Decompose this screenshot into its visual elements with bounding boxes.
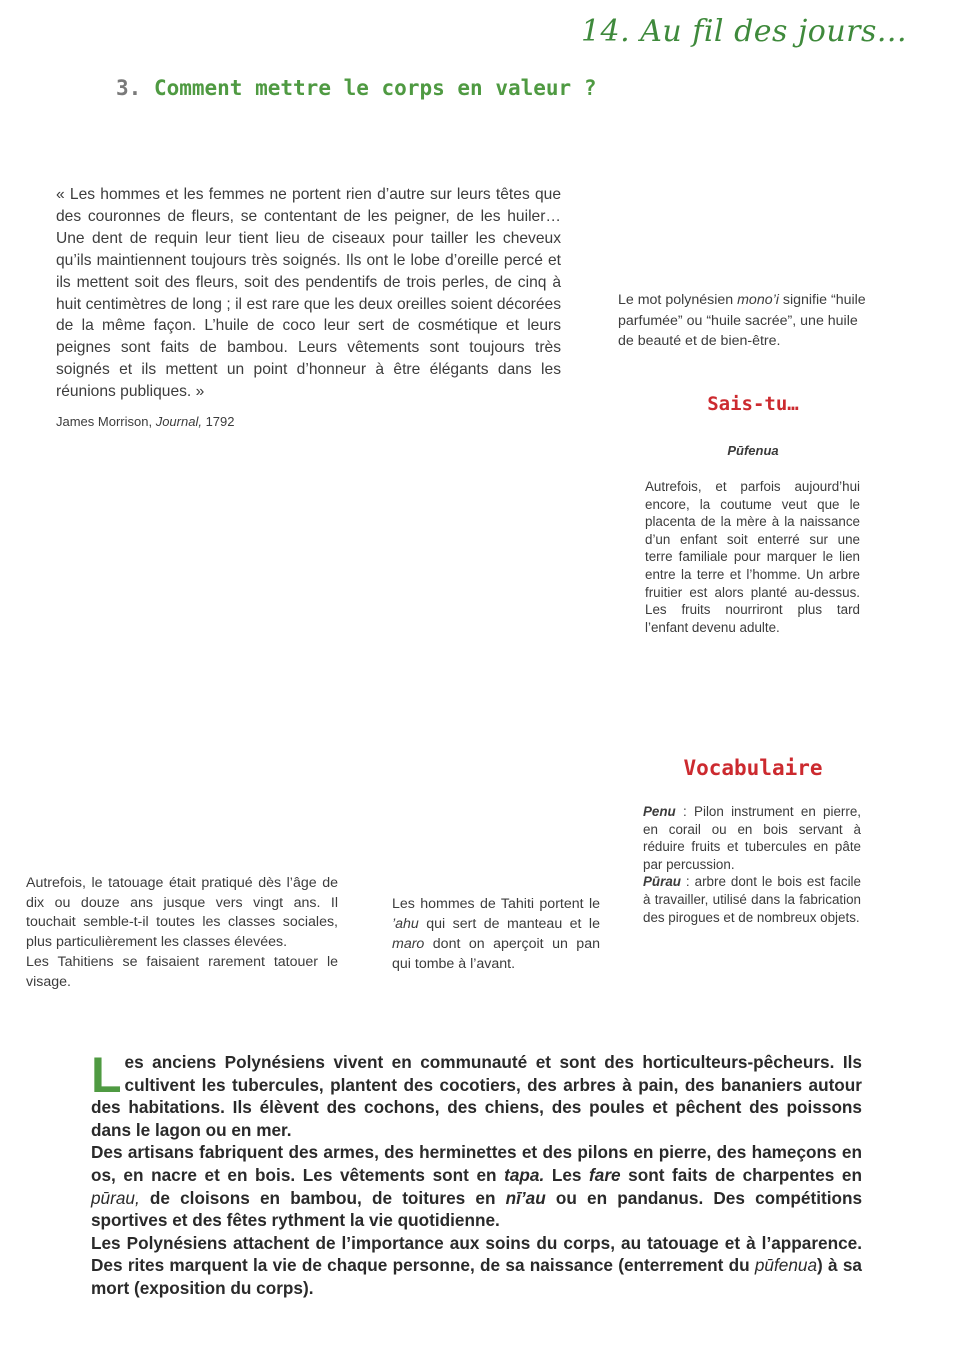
caption-tatouage-text: Autrefois, le tatouage était pratiqué dès l’âge de dix ou douze ans jusque vers vingt ans. Il touchait semble-t-il toutes les classes sociales, plus particulièrement les classes élevées.: [26, 875, 338, 951]
summary-text-part: sont faits de charpentes en: [628, 1164, 862, 1185]
summary-term: pūrau,: [91, 1187, 140, 1208]
vocab-item: [643, 803, 861, 873]
summary-term: tapa.: [504, 1164, 545, 1185]
caption-ahu: [392, 894, 600, 974]
summary-paragraph: [91, 1141, 862, 1231]
caption-ahu-part: dont on aperçoit un pan qui tombe à l’avant.: [392, 936, 600, 972]
caption-monoi-after: signifie “huile parfumée” ou “huile sacrée”, une huile de beauté et de bien-être.: [618, 292, 866, 349]
summary-text: [91, 1047, 863, 1300]
caption-tatouage-text2: Les Tahitiens se faisaient rarement tatouer le visage.: [26, 953, 338, 990]
caption-tatouage: [26, 874, 338, 992]
summary-paragraph: [91, 1047, 862, 1141]
caption-ahu-part: qui sert de manteau et le: [426, 916, 600, 932]
summary-text-part: Les: [551, 1164, 582, 1185]
drop-cap: L: [91, 1047, 122, 1103]
section-title-text: Comment mettre le corps en valeur ?: [153, 76, 597, 100]
caption-monoi-before: Le mot polynésien: [618, 292, 734, 308]
caption-ahu-part: Les hommes de Tahiti portent le: [392, 896, 600, 912]
summary-term: pūfenua: [754, 1255, 818, 1276]
summary-text-part: ou en pandanus. Des compétitions sportives et des fêtes rythment la vie quotidienne.: [91, 1187, 863, 1231]
summary-text-part: ) à sa mort (exposition du corps).: [91, 1255, 862, 1298]
vocabulaire-title: Vocabulaire: [683, 756, 823, 780]
quote-work: Journal,: [155, 414, 202, 429]
caption-monoi: [618, 290, 868, 352]
section-number: 3.: [116, 76, 142, 100]
vocab-term: Penu: [643, 804, 676, 819]
quote-author: James Morrison,: [56, 414, 153, 429]
sais-tu-title: Sais-tu…: [707, 393, 799, 415]
caption-monoi-term: mono’i: [737, 292, 779, 308]
vocab-separator: :: [675, 804, 695, 819]
chapter-title: 14. Au fil des jours...: [580, 14, 907, 49]
quote-year: 1792: [205, 414, 235, 429]
summary-para1: es anciens Polynésiens vivent en communauté et sont des horticulteurs-pêcheurs. Ils cultivent les tubercules, plantent des cocotiers, des arbres à pain, des bananiers autour des habitations. Ils élèvent des cochons, des chiens, des poules et pêchent des poissons dans le lagon ou en mer.: [91, 1052, 862, 1140]
vocabulaire-list: [643, 803, 861, 926]
quote-source: [56, 414, 235, 429]
vocab-definition: arbre dont le bois est facile à travailler, utilisé dans la fabrication des pirogues et de nombreux objets.: [643, 874, 861, 925]
vocab-term: Pūrau: [643, 874, 681, 890]
summary-text-part: Des artisans fabriquent des armes, des herminettes et des pilons en pierre, des hameçons en os, en nacre et en bois. Les vêtements sont en: [91, 1142, 862, 1185]
sais-tu-text: Autrefois, et parfois aujourd’hui encore, la coutume veut que le placenta de la mère à la naissance d’un enfant soit enterré sur une terre familiale pour marquer le lien entre la terre et l’homme. Un arbre fruitier est alors planté au-dessus. Les fruits nourriront plus tard l’enfant devenu adulte.: [645, 479, 860, 635]
vocab-definition: Pilon instrument en pierre, en corail ou en bois servant à réduire fruits et tubercules en pâte par percussion.: [643, 804, 861, 872]
historical-quote: « Les hommes et les femmes ne portent rien d’autre sur leurs têtes que des couronnes de fleurs, se contentant de les peigner, de les huiler… Une dent de requin leur tient lieu de ciseaux pour tailler les cheveux qu’ils maintiennent toujours très soignés. Ils ont le lobe d’oreille percé et ils mettent soit des fleurs, soit des pendentifs de trois perles, de cinq à huit centimètres de long ; il est rare que les deux oreilles soient décorées de la même façon. L’huile de coco leur sert de cosmétique et leurs peignes sont faits de bambou. Leurs vêtements sont toujours très soignés et ils mettent un point d’honneur à être élégants dans les réunions publiques. »: [56, 186, 561, 401]
summary-text-part: de cloisons en bambou, de toitures en: [149, 1187, 496, 1208]
summary-paragraph: [91, 1232, 862, 1300]
vocab-item: [643, 873, 861, 926]
summary-term: nī’au: [505, 1187, 546, 1208]
caption-ahu-term: maro: [392, 936, 425, 952]
sais-tu-term: Pūfenua: [727, 443, 779, 458]
summary-text-part: Les Polynésiens attachent de l’importance aux soins du corps, au tatouage et à l’apparence. Des rites marquent la vie de chaque personne, de sa naissance (enterrement du: [91, 1232, 862, 1276]
summary-term: fare: [589, 1164, 621, 1185]
section-title: [116, 76, 596, 100]
caption-ahu-term: ’ahu: [392, 916, 419, 932]
vocab-separator: :: [680, 874, 695, 890]
